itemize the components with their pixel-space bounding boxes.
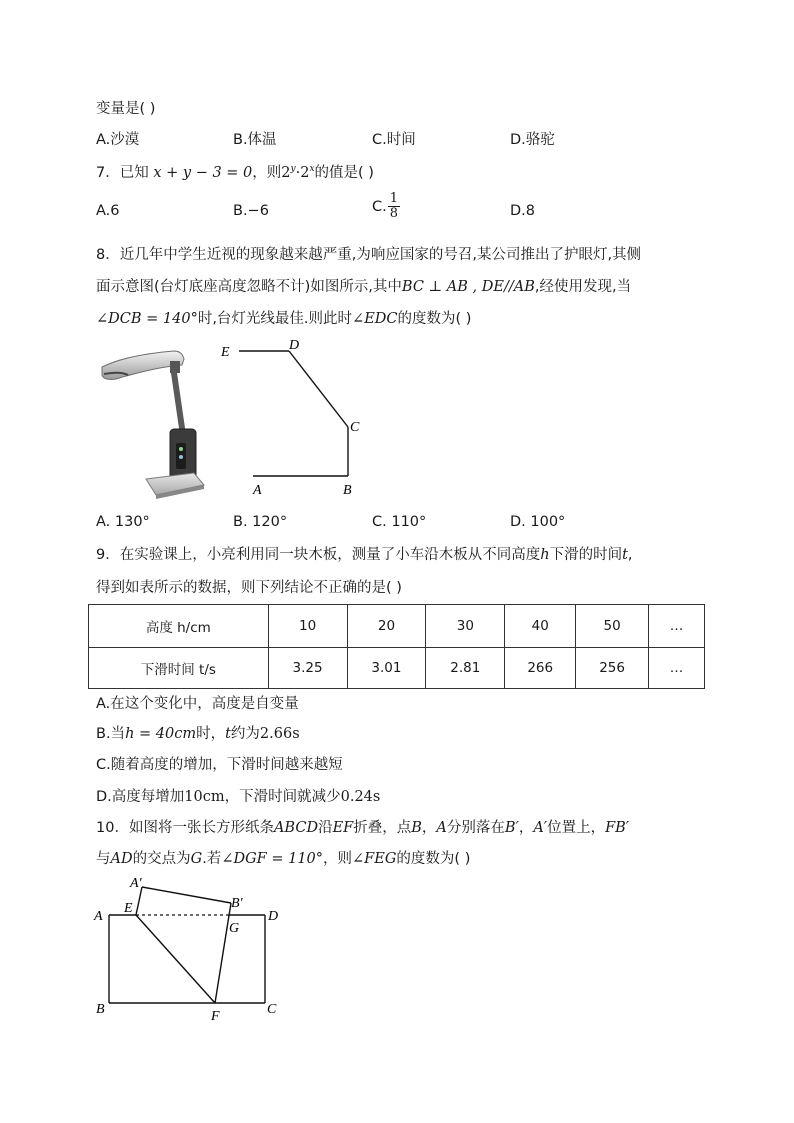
q10-text: 的交点为 [132, 851, 191, 867]
q8-line2-text-b: ,经使用发现,当 [534, 279, 632, 295]
q8-line3-math2: ∠EDC [352, 311, 398, 327]
point-label-b: B [343, 483, 352, 498]
q7-exp2: x [309, 164, 315, 175]
point-label-e: E [124, 901, 133, 916]
q7-base1: 2 [281, 165, 291, 181]
q10-text: 折叠，点 [353, 820, 412, 836]
q9-option-a: A.在这个变化中，高度是自变量 [96, 696, 299, 712]
point-label-b: B [96, 1002, 105, 1017]
table-cell: 3.25 [268, 648, 347, 689]
q8-line3-text-b: 的度数为( ) [397, 311, 472, 327]
segment-ef [136, 915, 215, 1003]
q6-option-a: A.沙漠 [96, 132, 140, 148]
q7-equation: x + y − 3 = 0 [153, 165, 253, 181]
q8-line3-math1: ∠DCB = 140° [96, 311, 198, 327]
q8-line-1: 8．近几年中学生近视的现象越来越严重,为响应国家的号召,某公司推出了护眼灯,其侧 [96, 247, 642, 263]
q10-fold-diagram [90, 870, 300, 1025]
segment-b1f [215, 903, 231, 1003]
q9-option-d [96, 785, 380, 806]
point-label-e: E [221, 345, 230, 360]
q9-option-b [96, 722, 300, 743]
q8-line2-text-a: 面示意图(台灯底座高度忽略不计)如图所示,其中 [96, 279, 402, 295]
desk-lamp-illustration [96, 345, 211, 505]
q7-exp1: y [290, 164, 296, 175]
q8-option-a: A. 130° [96, 514, 150, 530]
q9-data-table [88, 604, 705, 689]
q7-option-a: A.6 [96, 203, 120, 219]
q10-text: 位置上， [547, 820, 606, 836]
q6-stem-tail: 变量是( ) [96, 101, 156, 117]
q7-option-d: D.8 [510, 203, 535, 219]
q9-optd-value1: 10cm [184, 789, 225, 805]
q10-math: ABCD [273, 820, 319, 836]
q6-option-d: D.骆驼 [510, 132, 555, 148]
table-cell: … [649, 648, 705, 689]
q8-geometry-diagram [215, 335, 365, 505]
q9-option-c: C.随着高度的增加，下滑时间越来越短 [96, 757, 343, 773]
point-label-c: C [267, 1002, 277, 1017]
q8-line3-text-a: 时,台灯光线最佳.则此时 [197, 311, 353, 327]
table-cell: 2.81 [426, 648, 505, 689]
q9-line1-text-c: , [627, 547, 633, 563]
q10-text: .若 [202, 851, 222, 867]
q10-text: 10．如图将一张长方形纸条 [96, 820, 274, 836]
point-label-a: A [253, 483, 262, 498]
q10-math: EF [332, 820, 354, 836]
q7-stem [96, 161, 374, 182]
q6-option-c: C.时间 [372, 132, 416, 148]
q7-dot: · [295, 165, 301, 181]
q7-option-c [372, 192, 400, 222]
point-label-f: F [211, 1009, 220, 1024]
q7-suffix: 的值是( ) [314, 165, 374, 181]
table-cell: 266 [505, 648, 576, 689]
table-row [89, 648, 705, 689]
q9-optb-value: 2.66s [259, 726, 300, 742]
q9-optb-math: h = 40cm [125, 726, 197, 742]
q9-var-t: t [622, 547, 628, 563]
q10-text: 分别落在 [446, 820, 505, 836]
table-row-header: 下滑时间 t/s [89, 648, 269, 689]
point-label-d: D [268, 909, 279, 924]
table-cell: 10 [268, 605, 347, 648]
q9-line-1 [96, 543, 633, 564]
q7-prefix: 7．已知 [96, 165, 149, 181]
q9-line1-text-a: 9．在实验课上，小亮利用同一块木板，测量了小车沿木板从不同高度 [96, 547, 541, 563]
q10-text: 沿 [318, 820, 333, 836]
q10-text: ， [518, 820, 534, 836]
q8-option-c: C. 110° [372, 514, 427, 530]
q9-optb-var-t: t [225, 726, 231, 742]
point-label-a1: A′ [130, 876, 142, 891]
point-label-c: C [350, 420, 360, 435]
q10-math: ∠DGF = 110° [221, 851, 324, 867]
q8-line-2 [96, 275, 631, 296]
point-label-a: A [94, 909, 103, 924]
q10-math: A′ [533, 820, 548, 836]
q7-option-c-fraction [388, 192, 400, 222]
segment-dc [289, 351, 348, 427]
fraction-denominator: 8 [389, 206, 399, 222]
table-row-header: 高度 h/cm [89, 605, 269, 648]
point-label-b1: B′ [231, 896, 243, 911]
q10-text: ， [421, 820, 437, 836]
q9-optd-text-a: D.高度每增加 [96, 789, 185, 805]
q9-optb-text-c: 约为 [230, 726, 260, 742]
q7-base2: 2 [300, 165, 310, 181]
point-label-g: G [229, 921, 240, 936]
table-cell: … [649, 605, 705, 648]
table-cell: 40 [505, 605, 576, 648]
q9-line-2: 得到如表所示的数据，则下列结论不正确的是( ) [96, 580, 402, 596]
q10-text: 与 [96, 851, 111, 867]
table-cell: 20 [347, 605, 426, 648]
q9-optb-text-a: B.当 [96, 726, 126, 742]
q10-math: ∠FEG [352, 851, 397, 867]
q8-option-d: D. 100° [510, 514, 566, 530]
q7-mid: ，则 [252, 165, 282, 181]
fraction-numerator: 1 [389, 191, 399, 206]
q10-math: B′ [504, 820, 519, 836]
table-cell: 50 [576, 605, 649, 648]
table-cell: 256 [576, 648, 649, 689]
q10-math: FB′ [605, 820, 630, 836]
table-row [89, 605, 705, 648]
table-cell: 30 [426, 605, 505, 648]
q8-line2-math: BC ⊥ AB , DE//AB [401, 279, 535, 295]
q10-line-2 [96, 847, 470, 868]
table-cell: 3.01 [347, 648, 426, 689]
q9-var-h: h [540, 547, 550, 563]
q8-option-b: B. 120° [233, 514, 288, 530]
q7-option-c-label: C. [372, 198, 387, 215]
q8-line-3 [96, 307, 471, 328]
q9-line1-text-b: 下滑的时间 [549, 547, 623, 563]
point-label-d: D [289, 338, 300, 353]
q9-optd-text-b: ，下滑时间就减少 [224, 789, 341, 805]
segment-ea1 [136, 887, 142, 915]
q9-optd-value2: 0.24s [340, 789, 381, 805]
q6-option-b: B.体温 [233, 132, 277, 148]
q10-text: ，则 [323, 851, 353, 867]
q10-math: A [436, 820, 447, 836]
q10-math: G [190, 851, 203, 867]
q9-optb-text-b: 时， [196, 726, 226, 742]
q7-option-b: B.−6 [233, 203, 269, 219]
q10-text: 的度数为( ) [396, 851, 471, 867]
q10-line-1 [96, 816, 629, 837]
segment-a1b1 [142, 887, 231, 903]
q10-math: AD [110, 851, 133, 867]
q10-math: B [411, 820, 422, 836]
